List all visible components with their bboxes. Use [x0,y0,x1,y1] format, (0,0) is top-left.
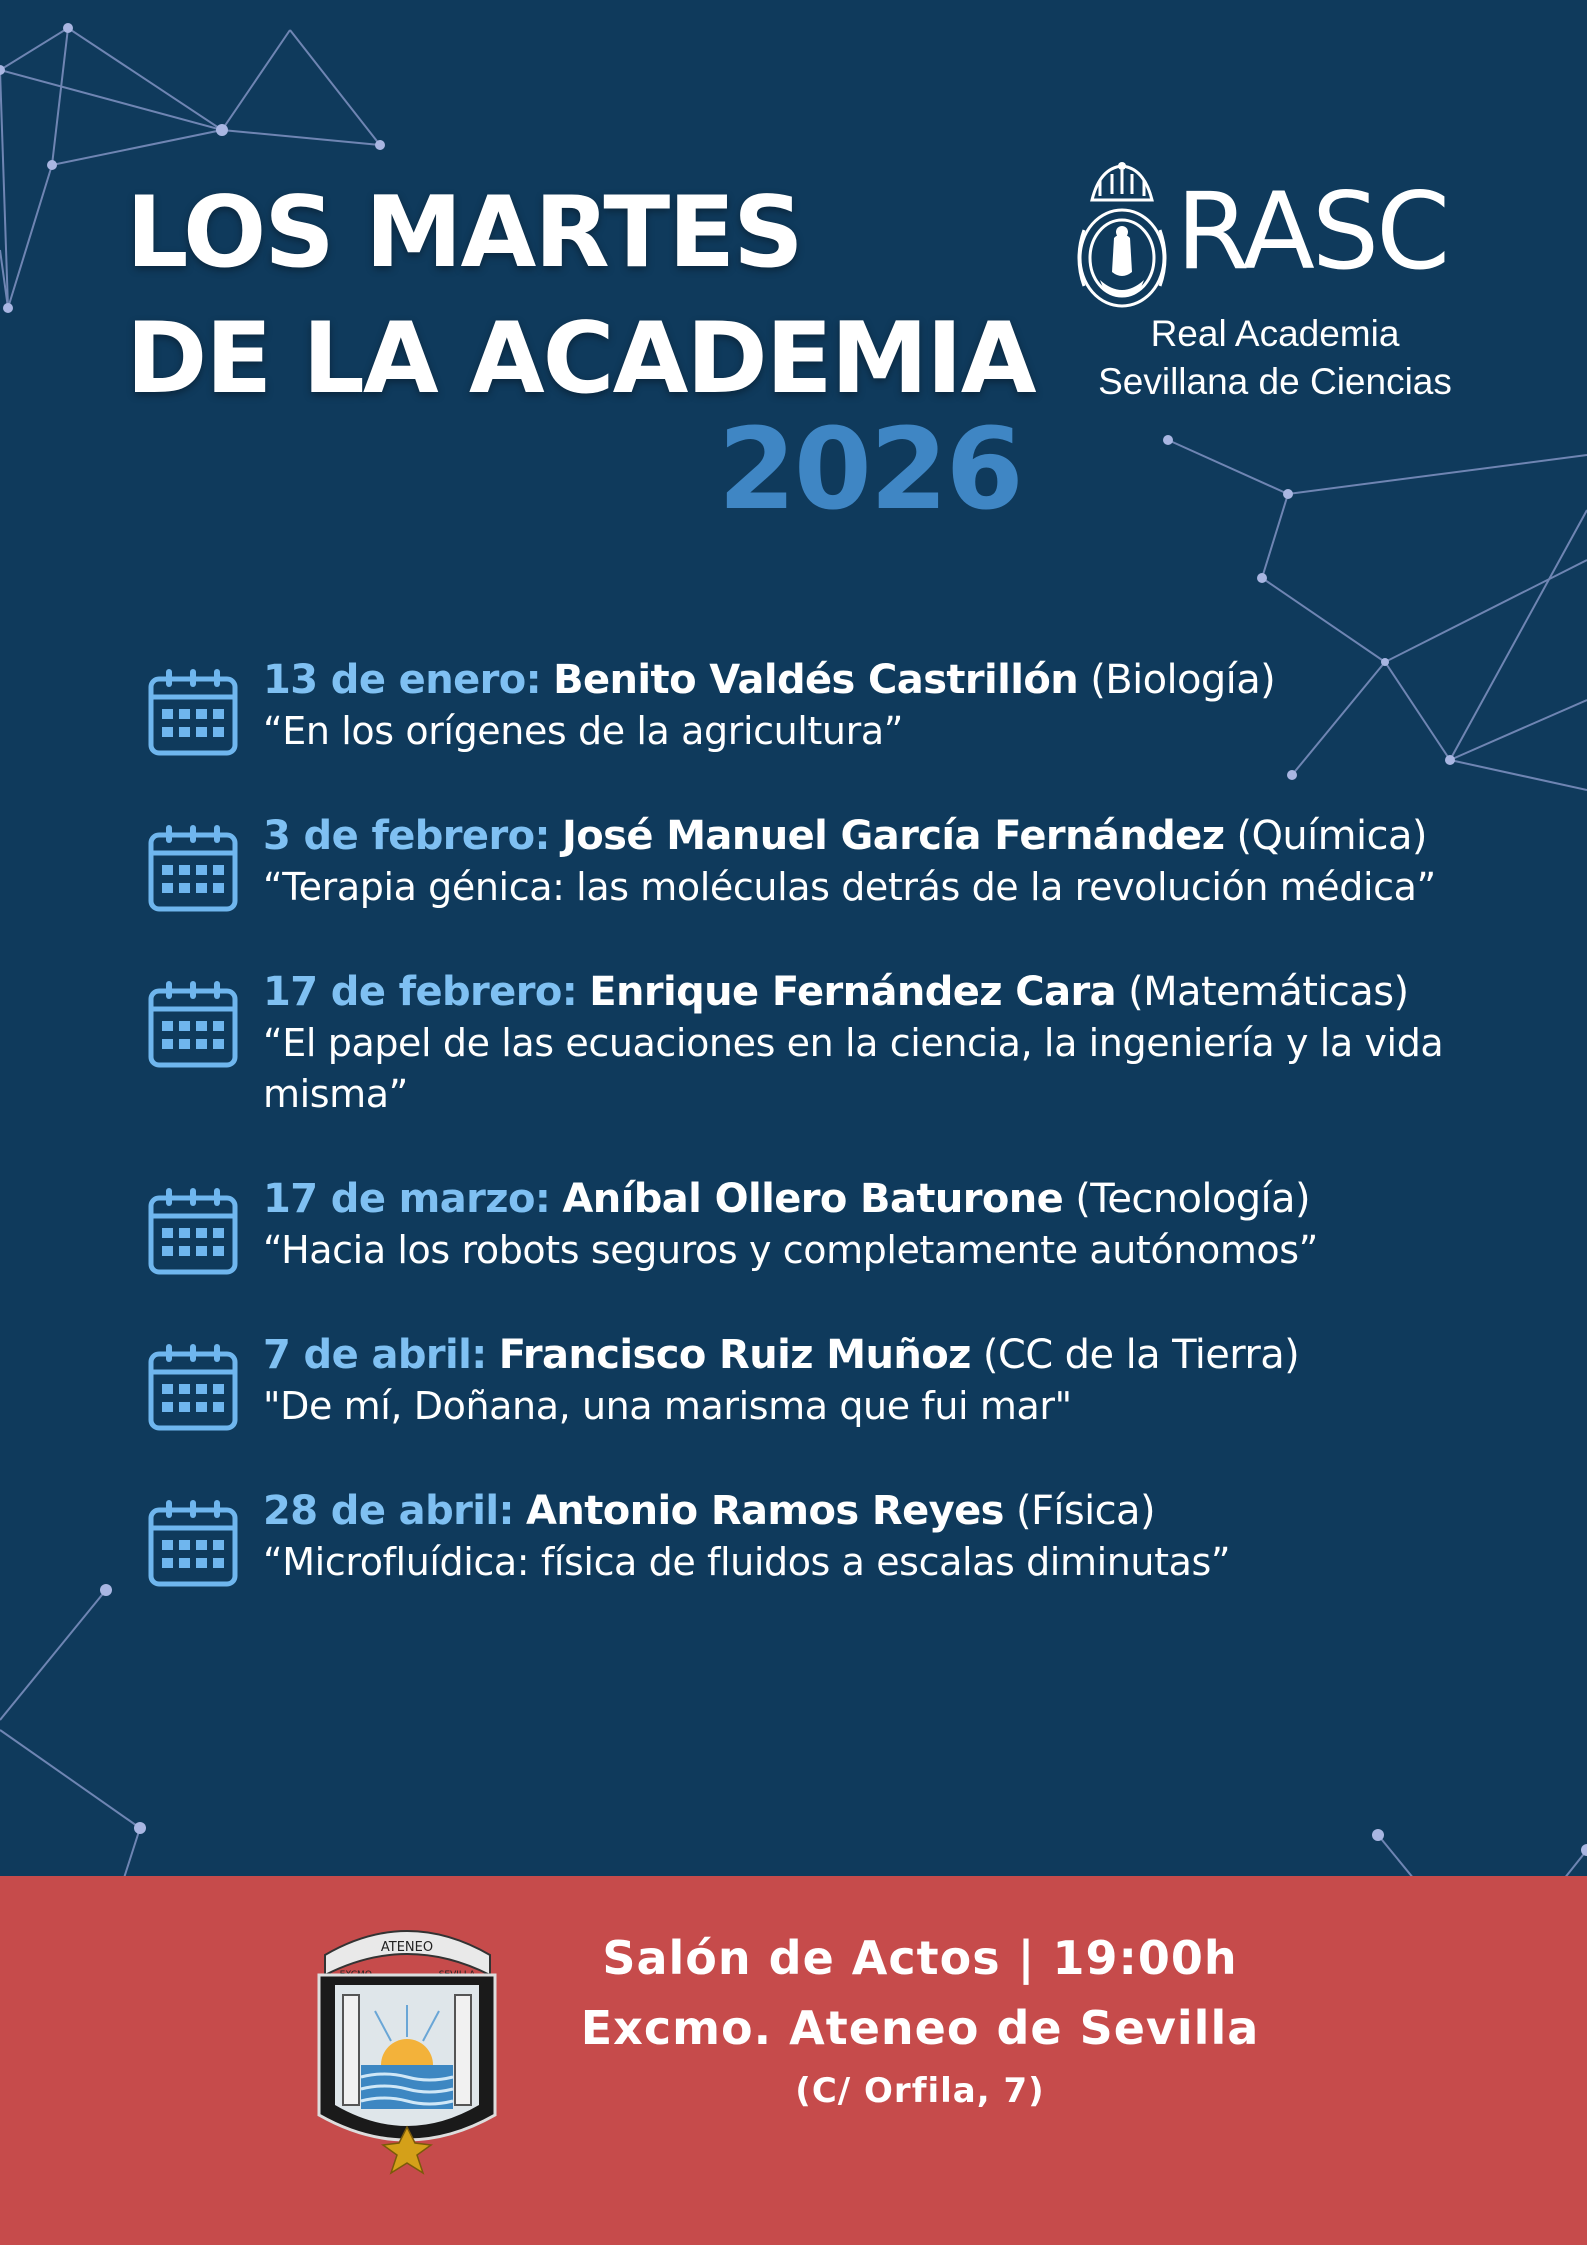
list-item [148,1330,1468,1432]
page-title [126,170,1035,422]
event-talk-title: “Hacia los robots seguros y completamente autónomos” [263,1228,1318,1272]
list-item [148,967,1468,1120]
event-area: (Física) [1015,1488,1155,1534]
event-speaker: Benito Valdés Castrillón [553,657,1079,703]
event-speaker: Enrique Fernández Cara [589,969,1116,1015]
event-area: (Tecnología) [1075,1176,1310,1222]
emblem-text-top: ATENEO [380,1940,434,1955]
royal-academy-seal-icon [1070,160,1185,310]
event-talk-title: “Terapia génica: las moléculas detrás de la revolución médica” [263,865,1436,909]
logo-acronym: RASC [1176,170,1448,293]
calendar-icon [148,1186,238,1276]
event-talk-title: “El papel de las ecuaciones en la ciencia, la ingeniería y la vida misma” [263,1021,1444,1116]
event-area: (CC de la Tierra) [982,1332,1300,1378]
title-line-1: LOS MARTES [126,176,802,290]
venue-name: Excmo. Ateneo de Sevilla [580,2001,1260,2055]
event-heading [263,811,1468,862]
calendar-icon [148,1498,238,1588]
event-speaker: Antonio Ramos Reyes [525,1488,1004,1534]
event-date: 17 de marzo: [263,1176,551,1222]
event-date: 28 de abril: [263,1488,514,1534]
event-date: 7 de abril: [263,1332,487,1378]
event-heading [263,967,1468,1018]
event-speaker: Aníbal Ollero Baturone [562,1176,1064,1222]
ateneo-sevilla-emblem-icon [305,1915,510,2185]
calendar-icon [148,1342,238,1432]
event-date: 3 de febrero: [263,813,550,859]
title-line-2: DE LA ACADEMIA [126,302,1035,416]
logo-name-line-1: Real Academia [1150,313,1400,354]
title-year: 2026 [718,405,1022,535]
venue-time: Salón de Actos | 19:00h [602,1931,1238,1985]
event-area: (Química) [1236,813,1427,859]
event-heading [263,1486,1468,1537]
calendar-icon [148,667,238,757]
event-talk-title: “Microfluídica: física de fluidos a escalas diminutas” [263,1540,1231,1584]
venue-address: (C/ Orfila, 7) [795,2071,1045,2111]
event-area: (Matemáticas) [1128,969,1409,1015]
event-heading [263,1330,1468,1381]
event-date: 13 de enero: [263,657,542,703]
calendar-icon [148,823,238,913]
calendar-icon [148,979,238,1069]
logo-name-line-2: Sevillana de Ciencias [1098,361,1452,402]
list-item [148,1174,1468,1276]
event-date: 17 de febrero: [263,969,578,1015]
event-speaker: Francisco Ruiz Muñoz [498,1332,971,1378]
event-heading [263,655,1468,706]
event-list [148,655,1468,1642]
list-item [148,655,1468,757]
rasc-logo [1070,160,1490,410]
event-area: (Biología) [1090,657,1276,703]
event-talk-title: "De mí, Doñana, una marisma que fui mar" [263,1384,1072,1428]
list-item [148,811,1468,913]
event-heading [263,1174,1468,1225]
event-speaker: José Manuel García Fernández [562,813,1225,859]
event-talk-title: “En los orígenes de la agricultura” [263,709,904,753]
list-item [148,1486,1468,1588]
